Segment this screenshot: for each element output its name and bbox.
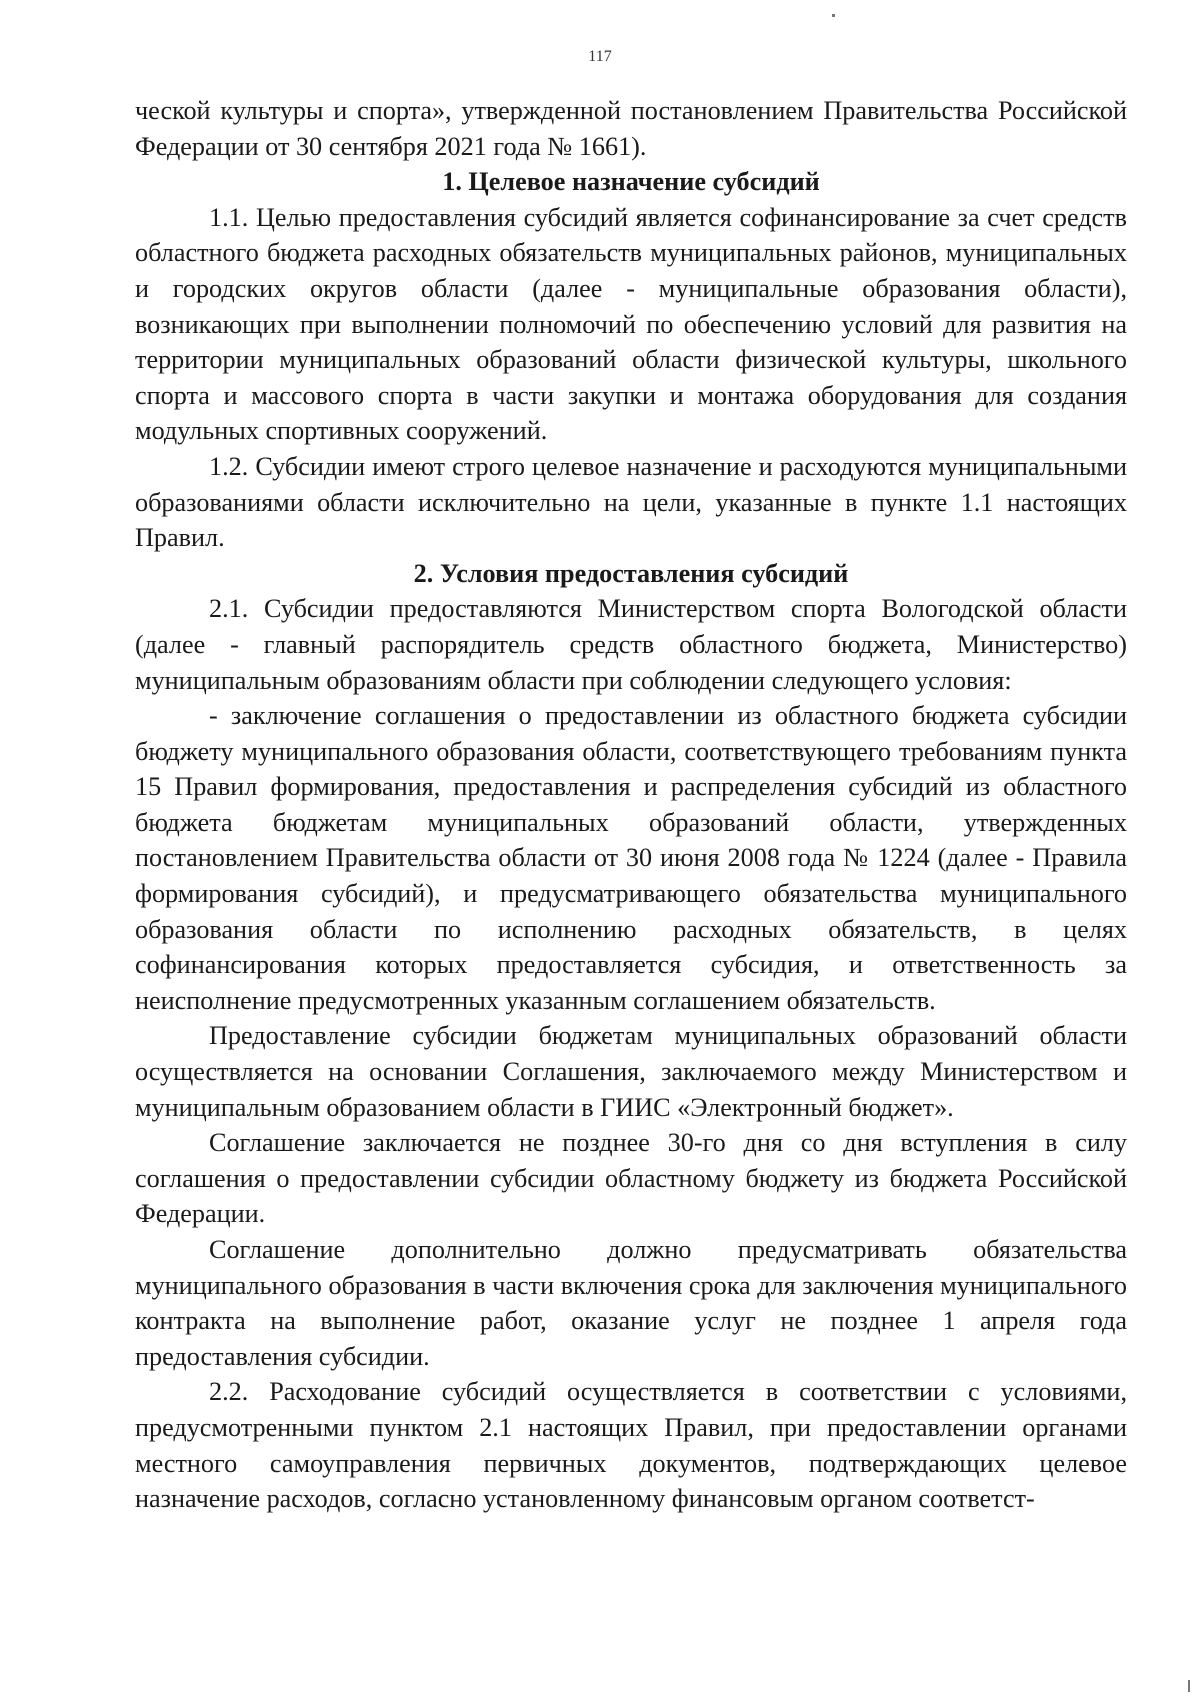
paragraph-2-1: 2.1. Субсидии предоставляются Министерством спорта Вологодской области (далее - главный распорядитель средств областного бюджета, Министерство) муниципальным образованиям области при соблюдении следующего условия: [135,594,1127,695]
page-number: 117 [588,48,612,65]
paragraph-agreement-basis: Предоставление субсидии бюджетам муниципальных образований области осуществляется на основании Соглашения, заключаемого между Министерством и муниципальным образованием области в ГИИС «Электронный бюджет». [135,1021,1127,1122]
paragraph-agreement-obligations: Соглашение дополнительно должно предусматривать обязательства муниципального образования в части включения срока для заключения муниципального контракта на выполнение работ, оказание услуг не позднее 1 апреля года предоставления субсидии. [135,1235,1127,1371]
section-2-heading: 2. Условия предоставления субсидий [413,558,849,588]
paragraph-1-2: 1.2. Субсидии имеют строго целевое назначение и расходуются муниципальными образованиями области исключительно на цели, указанные в пункте 1.1 настоящих Правил. [135,451,1127,553]
scan-artifact [832,14,835,17]
scan-artifact [1188,1680,1190,1692]
paragraph-agreement-deadline: Соглашение заключается не позднее 30-го дня со дня вступления в силу соглашения о предоставлении субсидии областному бюджету из бюджета Российской Федерации. [135,1128,1127,1229]
paragraph-1-1: 1.1. Целью предоставления субсидий является софинансирование за счет средств областного бюджета расходных обязательств муниципальных районов, муниципальных и городских округов области (далее - муниципальные образования области), возникающих при выполнении полномочий по обеспечению условий для развития на территории муниципальных образований области физической культуры, школьного спорта и массового спорта в части закупки и монтажа оборудования для создания модульных спортивных сооружений. [135,202,1127,446]
paragraph-2-2: 2.2. Расходование субсидий осуществляется в соответствии с условиями, предусмотренными пунктом 2.1 настоящих Правил, при предоставлении органами местного самоуправления первичных документов, подтверждающих целевое назначение расходов, согласно установленному финансовым органом соответст- [135,1377,1127,1514]
document-body [135,93,1127,1517]
section-1-heading: 1. Целевое назначение субсидий [442,167,820,197]
paragraph-2-1-condition: - заключение соглашения о предоставлении из областного бюджета субсидии бюджету муниципального образования области, соответствующего требованиям пункта 15 Правил формирования, предоставления и распределения субсидий из областного бюджета бюджетам муниципальных образований области, утвержденных постановлением Правительства области от 30 июня 2008 года № 1224 (далее - Правила формирования субсидий), и предусматривающего обязательства муниципального образования области по исполнению расходных обязательств, в целях софинансирования которых предоставляется субсидия, и ответственность за неисполнение предусмотренных указанным соглашением обязательств. [135,701,1127,1015]
intro-paragraph: ческой культуры и спорта», утвержденной постановлением Правительства Российской Федерации от 30 сентября 2021 года № 1661). [135,96,1127,161]
